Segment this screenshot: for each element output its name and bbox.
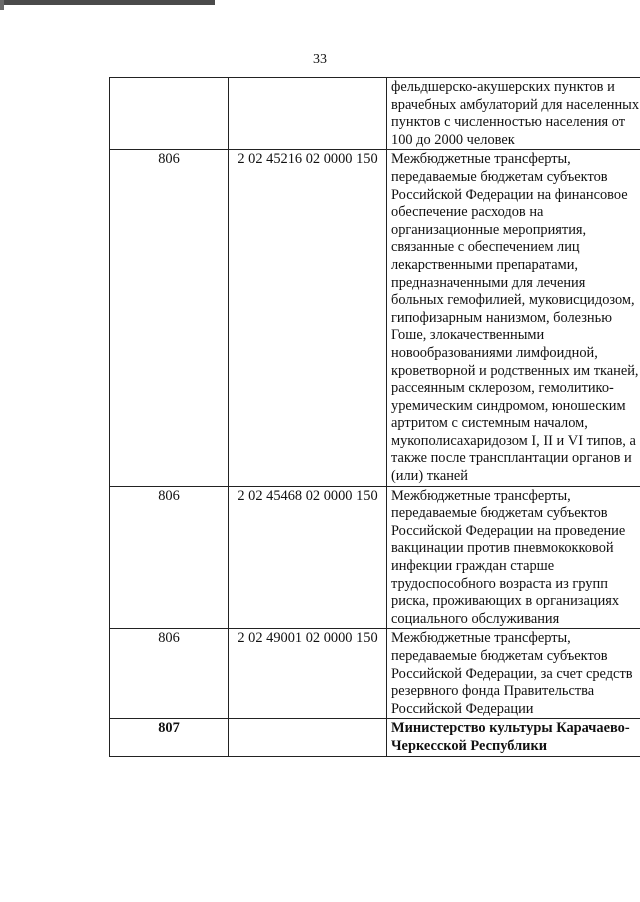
- description-cell: фельдшерско-акушерских пунктов и врачебных амбулаторий для населенных пунктов с численностью населения от 100 до 2000 человек: [387, 78, 640, 150]
- table-row: [110, 78, 640, 150]
- admin-code-cell: 806: [110, 629, 229, 719]
- ministry-name-cell: Министерство культуры Карачаево-Черкесской Республики: [387, 719, 640, 756]
- admin-code-cell: [110, 78, 229, 150]
- table-row: [110, 629, 640, 719]
- table-row: [110, 486, 640, 629]
- description-cell: Межбюджетные трансферты, передаваемые бюджетам субъектов Российской Федерации, за счет средств резервного фонда Правительства Российской Федерации: [387, 629, 640, 719]
- description-cell: Межбюджетные трансферты, передаваемые бюджетам субъектов Российской Федерации на финансовое обеспечение расходов на организационные мероприятия, связанные с обеспечением лиц лекарственными препаратами, предназначенными для лечения больных гемофилией, муковисцидозом, гипофизарным нанизмом, болезнью Гоше, злокачественными новообразованиями лимфоидной, кроветворной и родственных им тканей, рассеянным склерозом, гемолитико-уремическим синдромом, юношеским артритом с системным началом, мукополисахаридозом I, II и VI типов, а также после трансплантации органов и (или) тканей: [387, 150, 640, 486]
- admin-code-cell: 806: [110, 150, 229, 486]
- budget-classification-table: [109, 77, 640, 757]
- page-number: 33: [313, 52, 327, 67]
- kbk-code-cell: [229, 719, 387, 756]
- kbk-code-cell: [229, 78, 387, 150]
- admin-code-cell: 806: [110, 486, 229, 629]
- description-cell: Межбюджетные трансферты, передаваемые бюджетам субъектов Российской Федерации на проведение вакцинации против пневмококковой инфекции граждан старше трудоспособного возраста из групп риска, проживающих в организациях социального обслуживания: [387, 486, 640, 629]
- table-row: [110, 150, 640, 486]
- admin-code-cell: 807: [110, 719, 229, 756]
- kbk-code-cell: 2 02 49001 02 0000 150: [229, 629, 387, 719]
- scan-artifact-bar: [0, 0, 215, 5]
- kbk-code-cell: 2 02 45216 02 0000 150: [229, 150, 387, 486]
- kbk-code-cell: 2 02 45468 02 0000 150: [229, 486, 387, 629]
- table-row-ministry-header: [110, 719, 640, 756]
- scan-artifact-corner: [0, 0, 4, 10]
